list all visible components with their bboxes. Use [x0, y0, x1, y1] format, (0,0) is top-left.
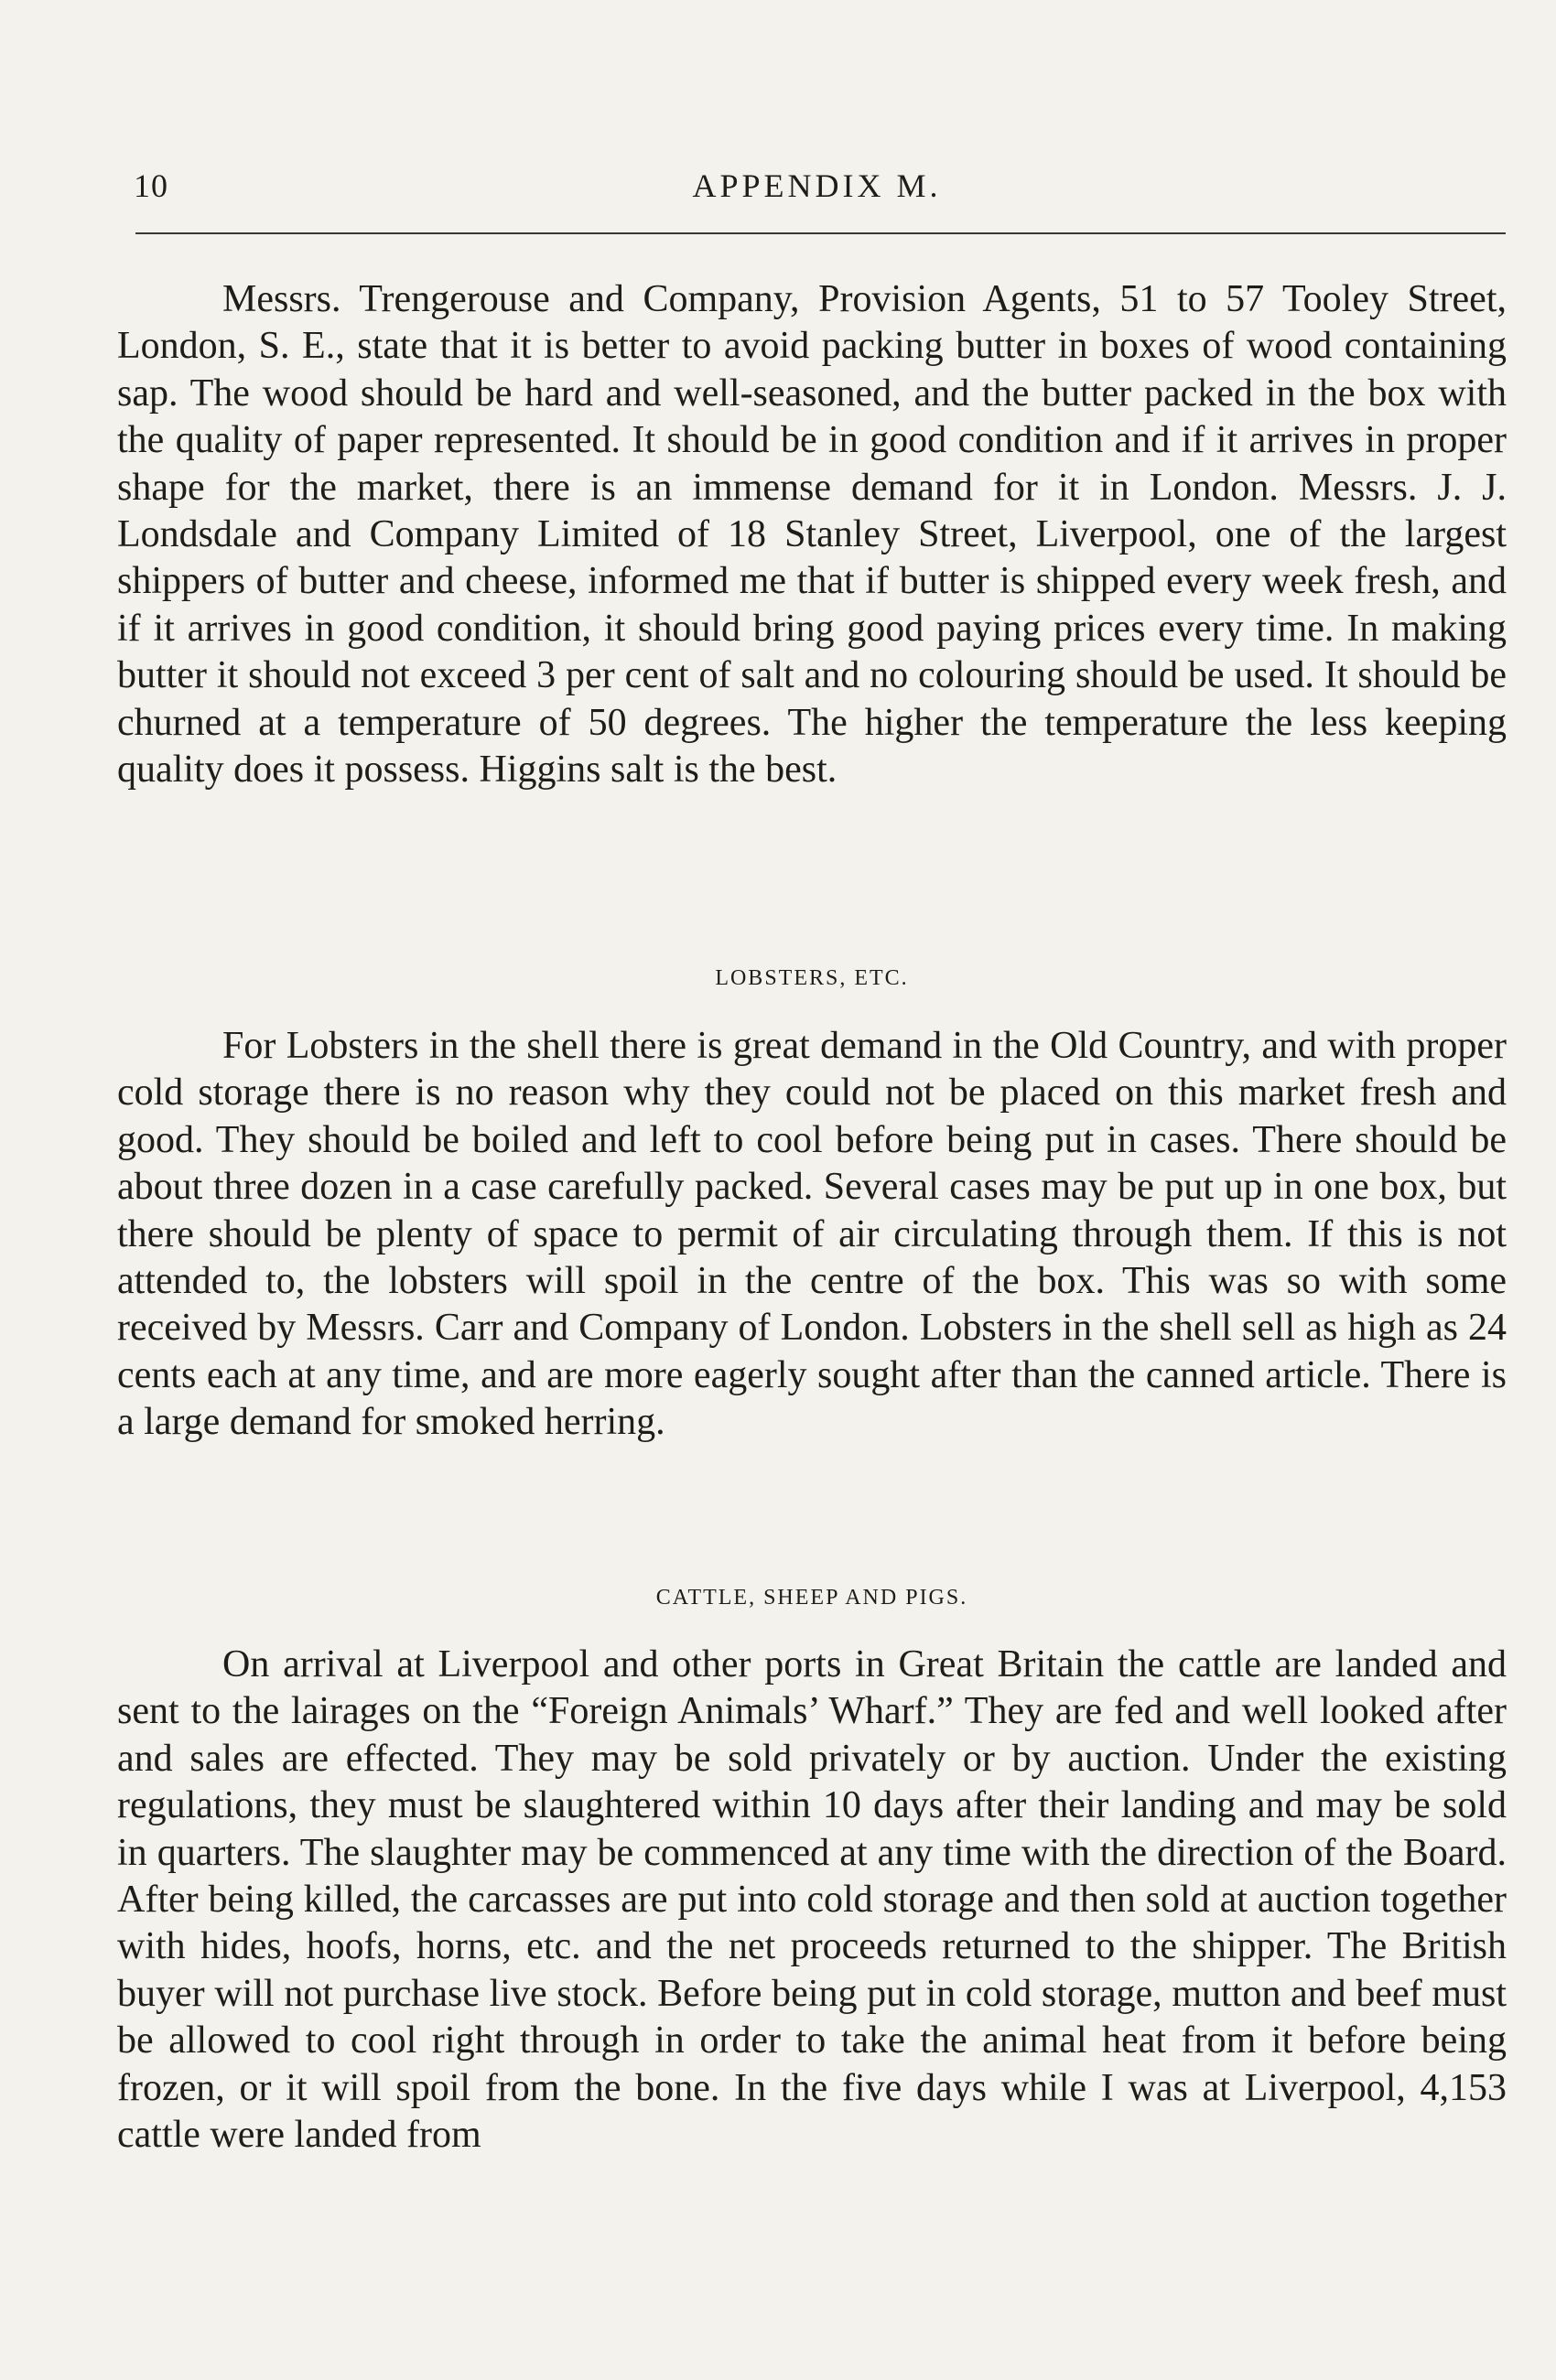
paragraph-text: For Lobsters in the shell there is great demand in the Old Country, and with proper cold storage there is no reason why they could not be placed on this market fresh and good. They should be boiled and left to cool before being put in cases. There should be about three dozen in a case carefully packed. Several cases may be put up in one box, but there should be plenty of space to permit of air circulating through them. If this is not attended to, the lobsters will spoil in the centre of the box. This was so with some received by Messrs. Carr and Company of London. Lobsters in the shell sell as high as 24 cents each at any time, and are more eagerly sought after than the canned article. There is a large demand for smoked herring.: [117, 1025, 1507, 1444]
paragraph-cattle: [117, 1642, 1507, 2159]
paragraph-text: On arrival at Liverpool and other ports in Great Britain the cattle are landed and sent to the lairages on the “Foreign Animals’ Wharf.” They are fed and well looked after and sales are effected. They may be sold privately or by auction. Under the existing regulations, they must be slaughtered within 10 days after their landing and may be sold in quarters. The slaughter may be commenced at any time with the direction of the Board. After being killed, the carcasses are put into cold storage and then sold at auction together with hides, hoofs, horns, etc. and the net proceeds returned to the shipper. The British buyer will not purchase live stock. Before being put in cold storage, mutton and beef must be allowed to cool right through in order to take the animal heat from it before being frozen, or it will spoil from the bone. In the five days while I was at Liverpool, 4,153 cattle were landed from: [117, 1643, 1507, 2157]
paragraph-text: Messrs. Trengerouse and Company, Provision Agents, 51 to 57 Tooley Street, London, S. E., state that it is better to avoid packing butter in boxes of wood containing sap. The wood should be hard and well-seasoned, and the butter packed in the box with the quality of paper represented. It should be in good condition and if it arrives in proper shape for the market, there is an immense demand for it in London. Messrs. J. J. Londsdale and Company Limited of 18 Stanley Street, Liverpool, one of the largest shippers of butter and cheese, informed me that if butter is shipped every week fresh, and if it arrives in good condition, it should bring good paying prices every time. In making butter it should not exceed 3 per cent of salt and no colouring should be used. It should be churned at a temperature of 50 degrees. The higher the temperature the less keeping quality does it possess. Higgins salt is the best.: [117, 278, 1507, 792]
running-title: APPENDIX M.: [692, 167, 942, 204]
page-number: 10: [134, 167, 168, 204]
running-head: [128, 156, 1506, 210]
paragraph-butter: [117, 276, 1507, 793]
header-rule: [135, 232, 1506, 234]
section-heading-cattle: CATTLE, SHEEP AND PIGS.: [655, 1586, 968, 1610]
section-heading-lobsters: LOBSTERS, ETC.: [715, 966, 909, 990]
paragraph-lobsters: [117, 1023, 1507, 1447]
